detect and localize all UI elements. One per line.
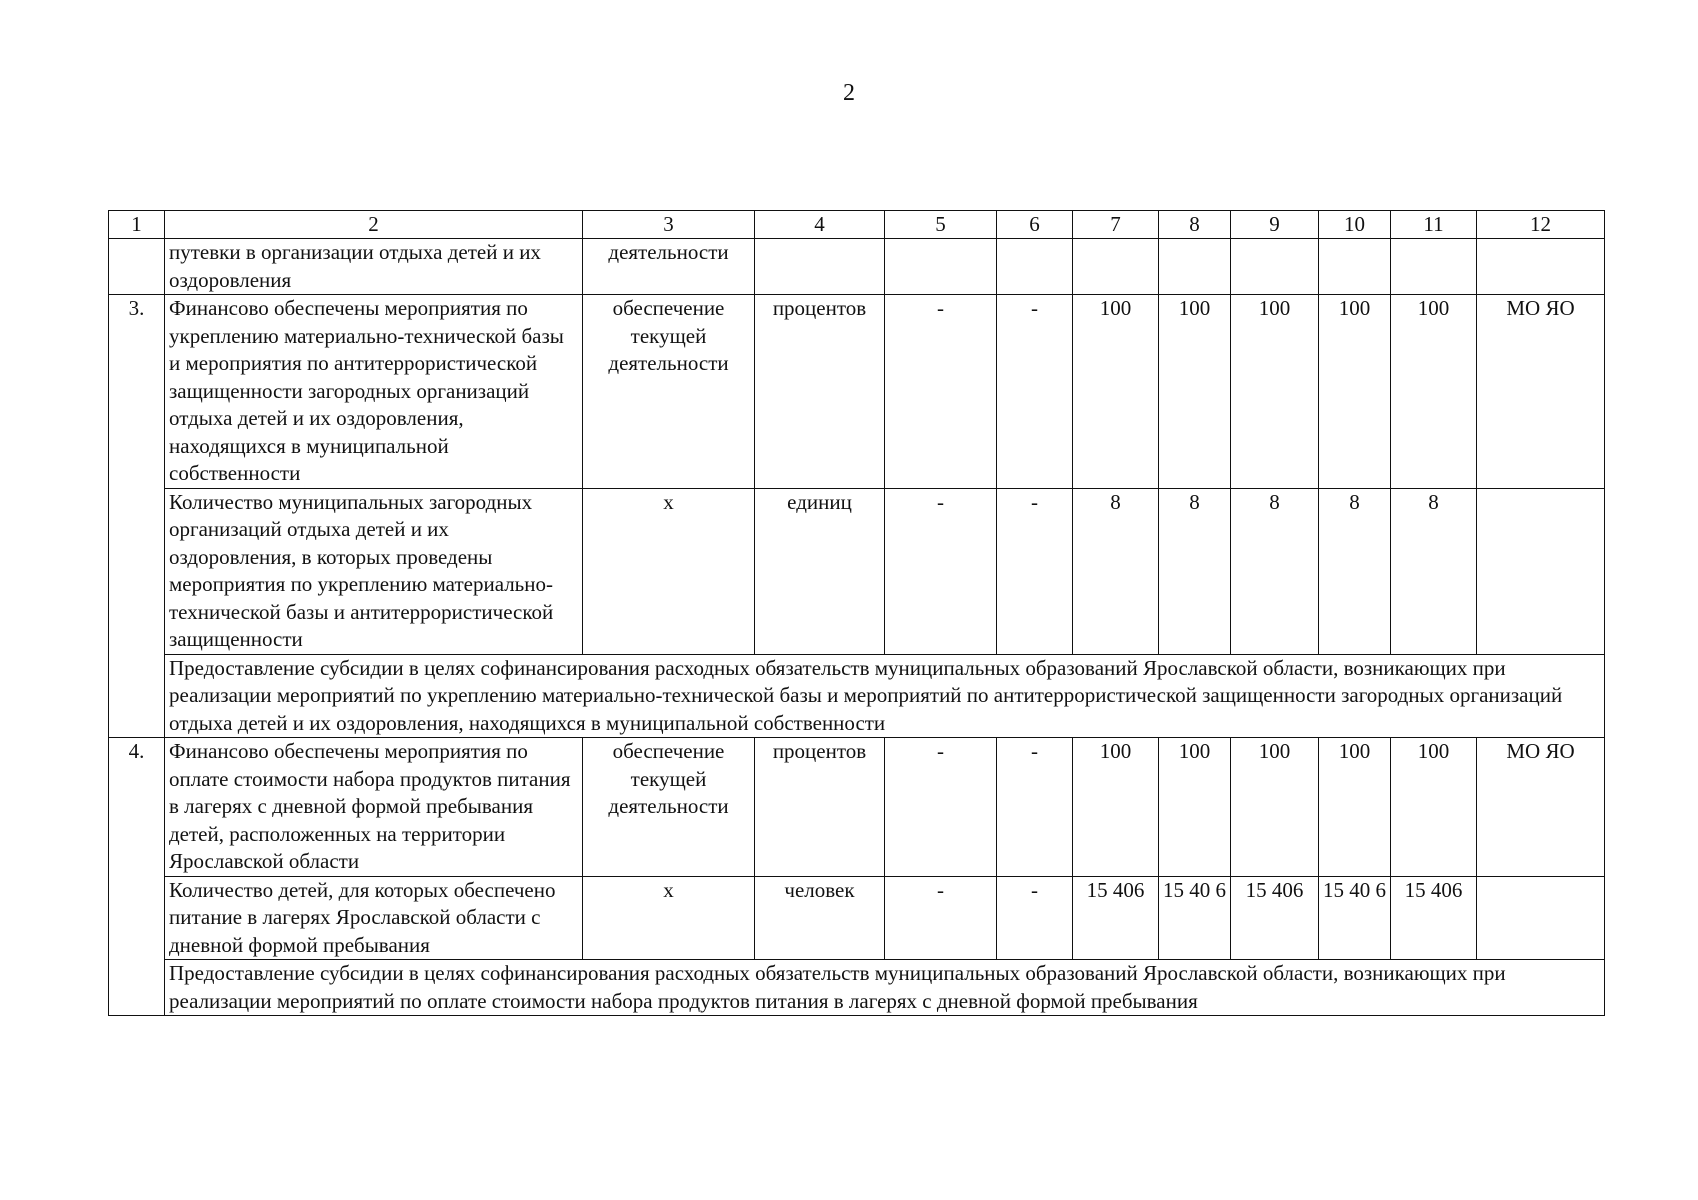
value-cell (755, 239, 885, 295)
value-cell: - (885, 295, 997, 489)
value-cell: - (997, 295, 1073, 489)
header-cell: 7 (1073, 211, 1159, 239)
value-cell: 100 (1159, 295, 1231, 489)
table-row (109, 488, 1605, 654)
value-cell: 100 (1319, 738, 1391, 877)
value-cell: - (997, 876, 1073, 960)
responsible-cell (1477, 876, 1605, 960)
unit-cell: процентов (755, 295, 885, 489)
value-cell: 15 406 (1231, 876, 1319, 960)
value-cell: 8 (1159, 488, 1231, 654)
unit-cell: процентов (755, 738, 885, 877)
header-cell: 9 (1231, 211, 1319, 239)
value-cell: 100 (1391, 738, 1477, 877)
indicator-type: обеспечение текущей деятельности (583, 295, 755, 489)
header-cell: 12 (1477, 211, 1605, 239)
indicator-type: обеспечение текущей деятельности (583, 738, 755, 877)
value-cell (1159, 239, 1231, 295)
value-cell: 100 (1231, 738, 1319, 877)
table-row (109, 876, 1605, 960)
indicator-name: Количество муниципальных загородных организаций отдыха детей и их оздоровления, в которых проведены мероприятия по укреплению материально-технической базы и антитеррористической защищенности (165, 488, 583, 654)
indicator-type: деятельности (583, 239, 755, 295)
value-cell: 8 (1231, 488, 1319, 654)
table-row (109, 654, 1605, 738)
value-cell: 8 (1391, 488, 1477, 654)
header-cell: 4 (755, 211, 885, 239)
header-cell: 8 (1159, 211, 1231, 239)
table-row (109, 738, 1605, 877)
unit-cell: человек (755, 876, 885, 960)
page-number: 2 (843, 80, 855, 106)
item-number: 4. (109, 738, 165, 1016)
value-cell: 100 (1073, 295, 1159, 489)
indicator-name: Финансово обеспечены мероприятия по оплате стоимости набора продуктов питания в лагерях с дневной формой пребывания детей, расположенных на территории Ярославской области (165, 738, 583, 877)
value-cell (1477, 239, 1605, 295)
value-cell (1319, 239, 1391, 295)
value-cell (1231, 239, 1319, 295)
value-cell: 100 (1231, 295, 1319, 489)
indicator-type: х (583, 488, 755, 654)
responsible-cell: МО ЯО (1477, 738, 1605, 877)
subsidy-note: Предоставление субсидии в целях софинансирования расходных обязательств муниципальных образований Ярославской области, возникающих при реализации мероприятий по оплате стоимости набора продуктов питания в лагерях с дневной формой пребывания (165, 960, 1605, 1016)
value-cell: 15 40 6 (1159, 876, 1231, 960)
value-cell (1073, 239, 1159, 295)
value-cell (885, 239, 997, 295)
header-cell: 10 (1319, 211, 1391, 239)
subsidy-note: Предоставление субсидии в целях софинансирования расходных обязательств муниципальных образований Ярославской области, возникающих при реализации мероприятий по укреплению материально-технической базы и мероприятий по антитеррористической защищенности загородных организаций отдыха детей и их оздоровления, находящихся в муниципальной собственности (165, 654, 1605, 738)
table-row (109, 295, 1605, 489)
value-cell: 100 (1073, 738, 1159, 877)
indicator-type: х (583, 876, 755, 960)
value-cell: - (885, 488, 997, 654)
value-cell: 8 (1073, 488, 1159, 654)
item-number: 3. (109, 295, 165, 738)
value-cell: 100 (1391, 295, 1477, 489)
value-cell: 15 40 6 (1319, 876, 1391, 960)
responsible-cell: МО ЯО (1477, 295, 1605, 489)
table-header-row (109, 211, 1605, 239)
table-row (109, 239, 1605, 295)
header-cell: 1 (109, 211, 165, 239)
header-cell: 11 (1391, 211, 1477, 239)
table-row (109, 960, 1605, 1016)
header-cell: 6 (997, 211, 1073, 239)
value-cell: 15 406 (1073, 876, 1159, 960)
header-cell: 5 (885, 211, 997, 239)
value-cell: 8 (1319, 488, 1391, 654)
responsible-cell (1477, 488, 1605, 654)
value-cell: 100 (1319, 295, 1391, 489)
value-cell (997, 239, 1073, 295)
indicators-table (108, 210, 1605, 1016)
header-cell: 2 (165, 211, 583, 239)
unit-cell: единиц (755, 488, 885, 654)
header-cell: 3 (583, 211, 755, 239)
indicator-name: Количество детей, для которых обеспечено питание в лагерях Ярославской области с дневной формой пребывания (165, 876, 583, 960)
value-cell: - (997, 738, 1073, 877)
value-cell (1391, 239, 1477, 295)
indicator-name: путевки в организации отдыха детей и их оздоровления (165, 239, 583, 295)
item-number-cell (109, 239, 165, 295)
value-cell: - (885, 738, 997, 877)
value-cell: - (885, 876, 997, 960)
value-cell: - (997, 488, 1073, 654)
indicator-name: Финансово обеспечены мероприятия по укреплению материально-технической базы и мероприятия по антитеррористической защищенности загородных организаций отдыха детей и их оздоровления, находящихся в муниципальной собственности (165, 295, 583, 489)
value-cell: 100 (1159, 738, 1231, 877)
value-cell: 15 406 (1391, 876, 1477, 960)
